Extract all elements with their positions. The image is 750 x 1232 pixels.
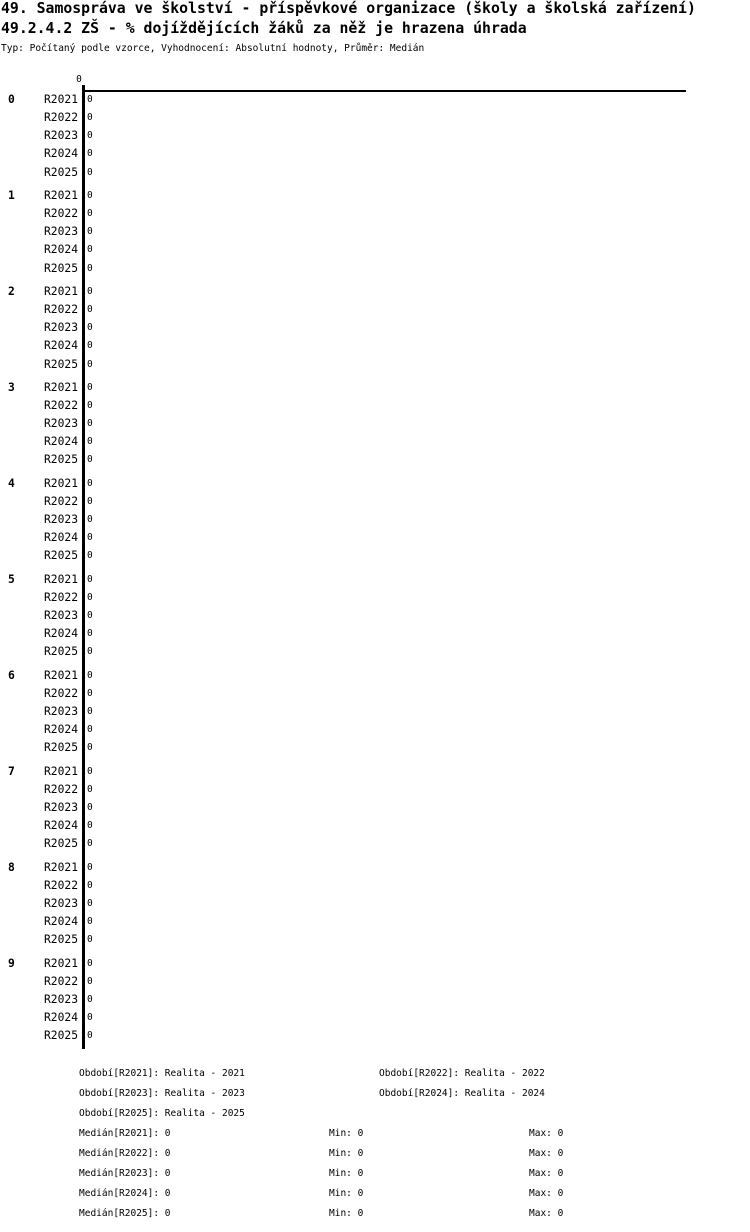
stat-median: Medián[R2023]: 0 <box>79 1168 171 1179</box>
series-label: R2021 <box>43 573 78 587</box>
chart-rows <box>0 91 750 1051</box>
bar-value-label: 0 <box>87 706 93 718</box>
series-label: R2025 <box>43 453 78 467</box>
chart-row <box>0 475 750 493</box>
series-label: R2022 <box>43 303 78 317</box>
series-label: R2022 <box>43 975 78 988</box>
chart-legend <box>79 1064 744 1224</box>
chart-group <box>0 763 750 853</box>
category-label: 1 <box>8 189 15 203</box>
stat-median: Medián[R2021]: 0 <box>79 1128 171 1139</box>
series-label: R2025 <box>43 645 78 659</box>
series-label: R2024 <box>43 627 78 641</box>
chart-row <box>0 379 750 397</box>
bar-value-label: 0 <box>87 724 93 736</box>
series-label: R2023 <box>43 897 78 911</box>
chart-row <box>0 877 750 895</box>
bar-value-label: 0 <box>87 496 93 508</box>
legend-stat-row <box>79 1124 744 1144</box>
series-label: R2023 <box>43 801 78 815</box>
chart-row <box>0 973 750 991</box>
bar-value-label: 0 <box>87 418 93 430</box>
series-label: R2025 <box>43 933 78 947</box>
bar-value-label: 0 <box>87 646 93 658</box>
bar-value-label: 0 <box>87 400 93 412</box>
stat-min: Min: 0 <box>329 1188 364 1199</box>
series-label: R2022 <box>43 111 78 125</box>
chart-row <box>0 397 750 415</box>
series-label: R2021 <box>43 93 78 107</box>
chart-group <box>0 187 750 277</box>
chart-row <box>0 955 750 973</box>
chart-row <box>0 667 750 685</box>
bar-value-label: 0 <box>87 166 93 178</box>
chart-group <box>0 475 750 565</box>
chart-row <box>0 127 750 145</box>
bar-value-label: 0 <box>87 382 93 394</box>
series-label: R2023 <box>43 993 78 1007</box>
bar-value-label: 0 <box>87 130 93 142</box>
x-axis-tick-label: 0 <box>76 74 82 85</box>
chart-group <box>0 955 750 1045</box>
chart-row <box>0 991 750 1009</box>
stat-max: Max: 0 <box>529 1168 564 1179</box>
category-label: 2 <box>8 285 15 299</box>
bar-value-label: 0 <box>87 436 93 448</box>
chart-row <box>0 223 750 241</box>
chart-row <box>0 607 750 625</box>
bar-value-label: 0 <box>87 340 93 352</box>
series-label: R2024 <box>43 435 78 449</box>
chart-row <box>0 511 750 529</box>
stat-max: Max: 0 <box>529 1208 564 1219</box>
series-label: R2024 <box>43 819 78 833</box>
chart-row <box>0 241 750 259</box>
chart-row <box>0 685 750 703</box>
bar-value-label: 0 <box>87 592 93 604</box>
stat-max: Max: 0 <box>529 1128 564 1139</box>
series-label: R2021 <box>43 669 78 682</box>
bar-value-label: 0 <box>87 670 93 681</box>
series-label: R2022 <box>43 879 78 893</box>
bar-value-label: 0 <box>87 550 93 562</box>
stat-min: Min: 0 <box>329 1208 364 1219</box>
series-label: R2025 <box>43 1029 78 1043</box>
category-label: 6 <box>8 669 15 682</box>
legend-period: Období[R2022]: Realita - 2022 <box>379 1068 545 1079</box>
chart-group <box>0 571 750 661</box>
bar-value-label: 0 <box>87 94 93 106</box>
chart-row <box>0 799 750 817</box>
bar-value-label: 0 <box>87 514 93 526</box>
chart-row <box>0 187 750 205</box>
chart-row <box>0 493 750 511</box>
legend-stat-row <box>79 1184 744 1204</box>
chart-row <box>0 205 750 223</box>
legend-stat-row <box>79 1164 744 1184</box>
bar-value-label: 0 <box>87 262 93 274</box>
legend-period: Období[R2023]: Realita - 2023 <box>79 1088 245 1099</box>
bar-value-label: 0 <box>87 454 93 466</box>
page-subtitle: 49.2.4.2 ZŠ - % dojíždějících žáků za něž je hrazena úhrada <box>1 20 527 37</box>
chart-row <box>0 643 750 661</box>
category-label: 8 <box>8 860 15 874</box>
series-label: R2024 <box>43 339 78 353</box>
series-label: R2024 <box>43 531 78 545</box>
chart-row <box>0 931 750 949</box>
legend-period: Období[R2024]: Realita - 2024 <box>379 1088 545 1099</box>
bar-value-label: 0 <box>87 226 93 238</box>
bar-value-label: 0 <box>87 112 93 124</box>
bar-value-label: 0 <box>87 820 93 832</box>
legend-stats <box>79 1124 744 1224</box>
chart-row <box>0 817 750 835</box>
bar-value-label: 0 <box>87 244 93 256</box>
bar-value-label: 0 <box>87 784 93 796</box>
series-label: R2025 <box>43 165 78 179</box>
chart-row <box>0 1027 750 1045</box>
chart-row <box>0 260 750 278</box>
chart-row <box>0 319 750 337</box>
series-label: R2023 <box>43 705 78 719</box>
bar-value-label: 0 <box>87 628 93 640</box>
bar-value-label: 0 <box>87 574 93 586</box>
series-label: R2024 <box>43 147 78 161</box>
chart-row <box>0 589 750 607</box>
series-label: R2025 <box>43 357 78 371</box>
chart-meta: Typ: Počítaný podle vzorce, Vyhodnocení: Absolutní hodnoty, Průměr: Medián <box>1 42 425 54</box>
bar-value-label: 0 <box>87 934 93 946</box>
bar-value-label: 0 <box>87 976 93 987</box>
chart-row <box>0 451 750 469</box>
category-label: 0 <box>8 93 15 107</box>
category-label: 4 <box>8 477 15 491</box>
bar-value-label: 0 <box>87 861 93 873</box>
chart-row <box>0 415 750 433</box>
chart-row <box>0 91 750 109</box>
legend-stat-row <box>79 1144 744 1164</box>
series-label: R2021 <box>43 189 78 203</box>
chart-row <box>0 547 750 565</box>
chart-row <box>0 625 750 643</box>
bar-value-label: 0 <box>87 838 93 850</box>
stat-median: Medián[R2025]: 0 <box>79 1208 171 1219</box>
chart-row <box>0 301 750 319</box>
series-label: R2022 <box>43 495 78 509</box>
bar-value-label: 0 <box>87 765 93 777</box>
bar-value-label: 0 <box>87 610 93 622</box>
chart-row <box>0 739 750 757</box>
chart-row <box>0 859 750 877</box>
bar-value-label: 0 <box>87 190 93 202</box>
stat-max: Max: 0 <box>529 1188 564 1199</box>
chart-row <box>0 703 750 721</box>
chart-group <box>0 667 750 757</box>
chart-row <box>0 1009 750 1027</box>
series-label: R2022 <box>43 687 78 701</box>
stat-median: Medián[R2024]: 0 <box>79 1188 171 1199</box>
stat-max: Max: 0 <box>529 1148 564 1159</box>
series-label: R2023 <box>43 225 78 239</box>
bar-value-label: 0 <box>87 688 93 700</box>
bar-value-label: 0 <box>87 478 93 490</box>
series-label: R2022 <box>43 591 78 605</box>
stat-min: Min: 0 <box>329 1128 364 1139</box>
chart-row <box>0 571 750 589</box>
series-label: R2022 <box>43 783 78 797</box>
bar-value-label: 0 <box>87 916 93 928</box>
series-label: R2024 <box>43 723 78 737</box>
series-label: R2025 <box>43 549 78 563</box>
series-label: R2023 <box>43 129 78 143</box>
chart-row <box>0 895 750 913</box>
chart-row <box>0 145 750 163</box>
chart-group <box>0 859 750 949</box>
series-label: R2023 <box>43 417 78 431</box>
chart-row <box>0 356 750 374</box>
bar-value-label: 0 <box>87 880 93 892</box>
stat-min: Min: 0 <box>329 1168 364 1179</box>
bar-value-label: 0 <box>87 1030 93 1042</box>
bar-value-label: 0 <box>87 322 93 334</box>
category-label: 3 <box>8 381 15 395</box>
series-label: R2022 <box>43 399 78 413</box>
bar-value-label: 0 <box>87 286 93 298</box>
legend-period: Období[R2021]: Realita - 2021 <box>79 1068 245 1079</box>
series-label: R2025 <box>43 837 78 851</box>
series-label: R2021 <box>43 477 78 491</box>
chart-row <box>0 913 750 931</box>
series-label: R2021 <box>43 285 78 299</box>
bar-value-label: 0 <box>87 148 93 160</box>
series-label: R2025 <box>43 261 78 275</box>
bar-value-label: 0 <box>87 898 93 910</box>
chart-row <box>0 433 750 451</box>
bar-value-label: 0 <box>87 802 93 814</box>
chart-row <box>0 337 750 355</box>
chart-row <box>0 721 750 739</box>
bar-value-label: 0 <box>87 532 93 544</box>
chart-row <box>0 835 750 853</box>
chart-row <box>0 763 750 781</box>
series-label: R2024 <box>43 915 78 929</box>
page-title: 49. Samospráva ve školství - příspěvkové organizace (školy a školská zařízení) <box>1 0 696 17</box>
bar-value-label: 0 <box>87 304 93 316</box>
legend-period: Období[R2025]: Realita - 2025 <box>79 1108 245 1119</box>
category-label: 7 <box>8 764 15 778</box>
series-label: R2024 <box>43 243 78 257</box>
stat-median: Medián[R2022]: 0 <box>79 1148 171 1159</box>
series-label: R2025 <box>43 741 78 755</box>
series-label: R2022 <box>43 207 78 221</box>
series-label: R2023 <box>43 321 78 335</box>
chart-group <box>0 283 750 373</box>
bar-value-label: 0 <box>87 742 93 754</box>
series-label: R2021 <box>43 956 78 970</box>
legend-stat-row <box>79 1204 744 1224</box>
series-label: R2023 <box>43 513 78 527</box>
series-label: R2021 <box>43 860 78 874</box>
series-label: R2021 <box>43 764 78 778</box>
bar-value-label: 0 <box>87 358 93 370</box>
category-label: 9 <box>8 956 15 970</box>
bar-value-label: 0 <box>87 957 93 969</box>
bar-value-label: 0 <box>87 994 93 1006</box>
chart-group <box>0 91 750 181</box>
chart-row <box>0 109 750 127</box>
bar-value-label: 0 <box>87 208 93 220</box>
category-label: 5 <box>8 573 15 587</box>
chart-row <box>0 529 750 547</box>
series-label: R2021 <box>43 381 78 395</box>
stat-min: Min: 0 <box>329 1148 364 1159</box>
series-label: R2023 <box>43 609 78 623</box>
bar-value-label: 0 <box>87 1012 93 1024</box>
chart-row <box>0 164 750 182</box>
chart-group <box>0 379 750 469</box>
legend-periods <box>79 1064 744 1124</box>
chart-row <box>0 283 750 301</box>
chart-row <box>0 781 750 799</box>
series-label: R2024 <box>43 1011 78 1025</box>
